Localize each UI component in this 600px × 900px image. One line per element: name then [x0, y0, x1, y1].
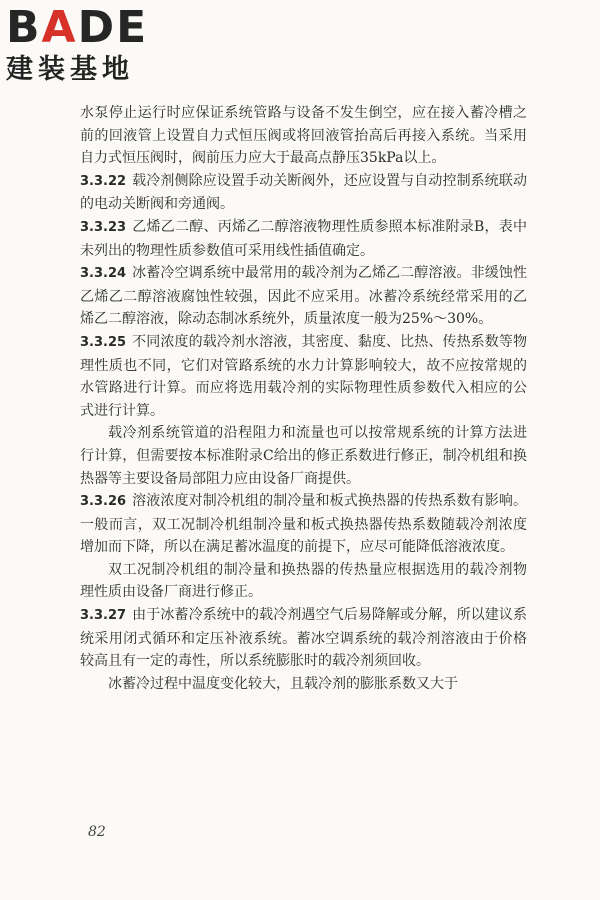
- clause-paragraph: [80, 604, 527, 673]
- logo-letter: A: [41, 2, 78, 53]
- paragraph-text: 溶液浓度对制冷机组的制冷量和板式换热器的传热系数有影响。一般而言，双工况制冷机组制冷量和板式换热器传热系数随载冷剂浓度增加而下降，所以在满足蓄冰温度的前提下，应尽可能降低溶液浓度。: [80, 493, 527, 556]
- clause-paragraph: [80, 262, 527, 331]
- paragraph-text: 载冷剂系统管道的沿程阻力和流量也可以按常规系统的计算方法进行计算，但需要按本标准附录C给出的修正系数进行修正，制冷机组和换热器等主要设备局部阻力应由设备厂商提供。: [80, 425, 527, 487]
- clause-number: 3.3.23: [80, 219, 127, 235]
- paragraph-text: 水泵停止运行时应保证系统管路与设备不发生倒空，应在接入蓄冷槽之前的回液管上设置自力式恒压阀或将回液管抬高后再接入系统。当采用自力式恒压阀时，阀前压力应大于最高点静压35kPa以上。: [80, 105, 527, 167]
- clause-paragraph: [80, 216, 527, 262]
- paragraph: [80, 102, 527, 170]
- paragraph-text: 冰蓄冷过程中温度变化较大，且载冷剂的膨胀系数又大于: [108, 675, 458, 692]
- logo-subtitle: 建装基地: [6, 54, 134, 85]
- logo-letter: B: [6, 2, 42, 53]
- clause-paragraph: [80, 331, 527, 422]
- clause-number: 3.3.22: [80, 173, 127, 189]
- clause-number: 3.3.25: [80, 334, 127, 350]
- paragraph-text: 不同浓度的载冷剂水溶液，其密度、黏度、比热、传热系数等物理性质也不同，它们对管路系统的水力计算影响较大，故不应按常规的水管路进行计算。而应将选用载冷剂的实际物理性质参数代入相应的公式进行计算。: [80, 333, 527, 419]
- logo: [6, 4, 176, 90]
- paragraph: [80, 422, 527, 490]
- paragraph-text: 载冷剂侧除应设置手动关断阀外，还应设置与自动控制系统联动的电动关断阀和旁通阀。: [80, 172, 527, 213]
- paragraph-text: 冰蓄冷空调系统中最常用的载冷剂为乙烯乙二醇溶液。非缓蚀性乙烯乙二醇溶液腐蚀性较强，因此不应采用。冰蓄冷系统经常采用的乙烯乙二醇溶液，除动态制冰系统外，质量浓度一般为25%～30%。: [80, 265, 527, 328]
- clause-paragraph: [80, 490, 527, 559]
- paragraph: [80, 673, 527, 696]
- paragraph: [80, 559, 527, 604]
- logo-letter: D: [77, 2, 117, 53]
- clause-paragraph: [80, 170, 527, 216]
- logo-letter: E: [116, 2, 149, 53]
- logo-wordmark: [6, 4, 176, 52]
- paragraph-text: 双工况制冷机组的制冷量和换热器的传热量应根据选用的载冷剂物理性质由设备厂商进行修正。: [80, 561, 527, 601]
- clause-number: 3.3.27: [80, 608, 127, 624]
- clause-number: 3.3.24: [80, 266, 127, 282]
- paragraph-text: 由于冰蓄冷系统中的载冷剂遇空气后易降解或分解，所以建议系统采用闭式循环和定压补液系统。蓄冰空调系统的载冷剂溶液由于价格较高且有一定的毒性，所以系统膨胀时的载冷剂须回收。: [80, 607, 527, 670]
- paragraph-text: 乙烯乙二醇、丙烯乙二醇溶液物理性质参照本标准附录B，表中未列出的物理性质参数值可采用线性插值确定。: [80, 218, 527, 259]
- page-number: 82: [88, 824, 106, 840]
- document-body: [80, 102, 527, 695]
- clause-number: 3.3.26: [80, 494, 127, 510]
